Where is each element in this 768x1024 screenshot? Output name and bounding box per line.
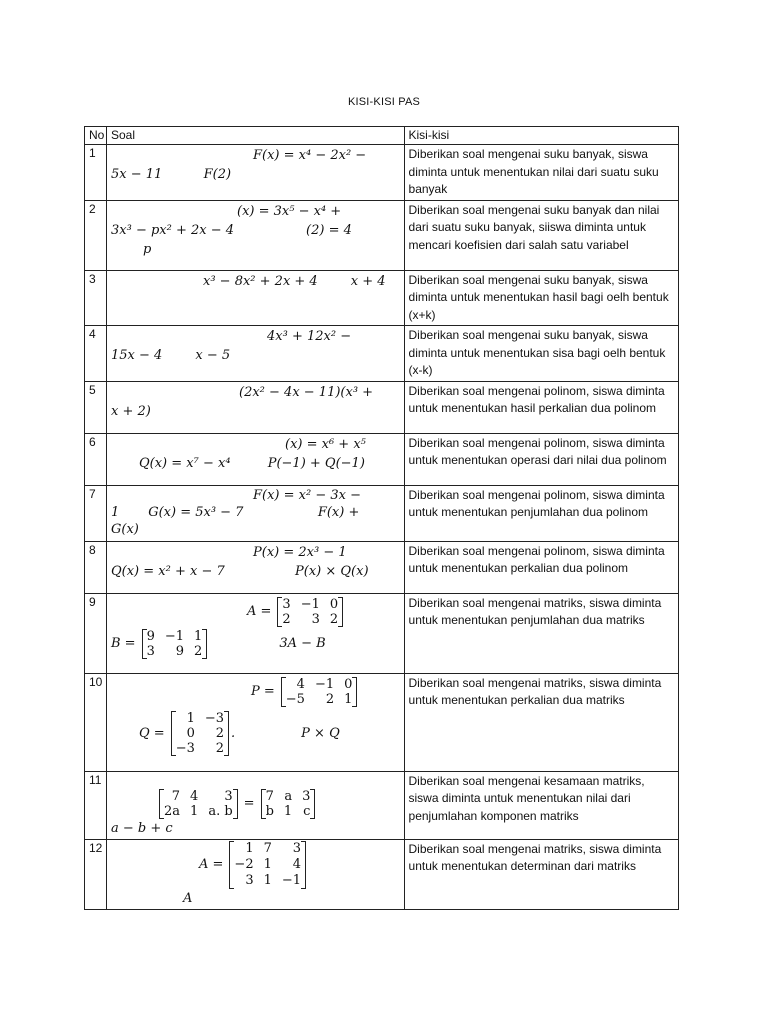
- matrix-cell: 3: [292, 840, 302, 856]
- matrix-cell: a: [284, 788, 293, 804]
- matrix-cell: −1: [281, 872, 302, 888]
- soal-line: Q(x) = x⁷ − x⁴ P(−1) + Q(−1): [139, 455, 365, 471]
- matrix-a: [229, 841, 306, 889]
- matrix-cell: 7: [171, 788, 181, 804]
- matrix-q: [171, 711, 229, 756]
- soal-line: 15x − 4 x − 5: [111, 348, 231, 363]
- matrix-cell: −2: [234, 856, 254, 872]
- soal-line: P(x) = 2x³ − 1: [253, 544, 347, 560]
- soal-expression: 3A − B: [279, 636, 326, 651]
- matrix-cell: 3: [224, 788, 233, 804]
- matrix-cell: 4: [296, 676, 305, 692]
- kisi-cell: Diberikan soal mengenai suku banyak, siswa diminta untuk menentukan nilai dari suatu suku banyak: [404, 145, 678, 201]
- matrix-cell: 3: [302, 788, 311, 804]
- matrix-cell: a. b: [208, 803, 233, 819]
- matrix-label: A =: [247, 604, 272, 619]
- table-row: [85, 433, 679, 485]
- matrix-cell: 4: [190, 788, 199, 804]
- matrix-cell: 3: [146, 643, 155, 659]
- matrix-cell: 2: [282, 611, 291, 627]
- matrix-cell: −5: [285, 691, 305, 707]
- matrix-cell: 1: [263, 872, 272, 888]
- matrix-cell: −1: [300, 596, 320, 612]
- soal-line: (x) = x⁶ + x⁵: [285, 436, 366, 452]
- table-row: [85, 145, 679, 201]
- matrix-cell: 3: [245, 872, 254, 888]
- soal-cell: [107, 200, 405, 270]
- soal-line: (2x² − 4x − 11)(x³ +: [239, 384, 374, 400]
- matrix-label: B =: [111, 636, 136, 651]
- kisi-cell: Diberikan soal mengenai polinom, siswa diminta untuk menentukan hasil perkalian dua polinom: [404, 381, 678, 433]
- matrix-cell: 9: [175, 643, 185, 659]
- matrix-cell: −1: [164, 628, 185, 644]
- soal-cell: [107, 381, 405, 433]
- matrix-cell: 2: [194, 643, 203, 659]
- kisi-cell: Diberikan soal mengenai suku banyak dan nilai dari suatu suku banyak, siiswa diminta untuk mencari koefisien dari salah satu variabel: [404, 200, 678, 270]
- matrix-cell: 7: [263, 840, 272, 856]
- soal-cell: [107, 771, 405, 839]
- kisi-cell: Diberikan soal mengenai kesamaan matriks, siswa diminta untuk menentukan nilai dari penjumlahan komponen matriks: [404, 771, 678, 839]
- soal-cell: [107, 593, 405, 673]
- kisi-cell: Diberikan soal mengenai suku banyak, siswa diminta untuk menentukan sisa bagi oelh bentuk (x-k): [404, 326, 678, 382]
- soal-line: p: [143, 241, 152, 257]
- matrix-cell: 1: [186, 710, 195, 726]
- matrix-cell: 0: [329, 596, 339, 612]
- soal-line: G(x): [111, 521, 139, 537]
- soal-line: F(x) = x⁴ − 2x² −: [253, 148, 367, 163]
- soal-line: x + 2): [111, 403, 151, 419]
- table-row: [85, 593, 679, 673]
- kisi-cell: Diberikan soal mengenai suku banyak, siswa diminta untuk menentukan hasil bagi oelh bentuk (x+k): [404, 270, 678, 326]
- equals-sign: =: [243, 796, 255, 811]
- matrix-cell: 2: [215, 740, 225, 756]
- soal-expression: P × Q: [301, 725, 340, 741]
- matrix-p: [281, 677, 358, 707]
- soal-cell: [107, 270, 405, 326]
- matrix-cell: −3: [175, 740, 195, 756]
- page-title: KISI-KISI PAS: [347, 96, 421, 108]
- soal-line: (2) = 4: [306, 222, 352, 238]
- table-row: [85, 541, 679, 593]
- table-row: [85, 839, 679, 909]
- soal-line: Q(x) = x² + x − 7 P(x) × Q(x): [111, 563, 369, 579]
- matrix-cell: 3: [282, 596, 291, 612]
- matrix-cell: b: [265, 803, 274, 819]
- table-row: [85, 326, 679, 382]
- soal-cell: [107, 541, 405, 593]
- matrix-cell: 1: [245, 840, 254, 856]
- soal-punct: .: [231, 725, 236, 741]
- matrix-cell: 1: [283, 803, 293, 819]
- header-row: [85, 127, 679, 145]
- matrix-cell: 3: [311, 611, 320, 627]
- soal-line: 4x³ + 12x² −: [267, 329, 352, 344]
- row-number: 5: [85, 381, 107, 433]
- row-number: 1: [85, 145, 107, 201]
- soal-line: 3x³ − px² + 2x − 4: [111, 222, 235, 238]
- table-row: [85, 381, 679, 433]
- table-row: [85, 485, 679, 541]
- matrix-cell: c: [303, 803, 311, 819]
- table-row: [85, 673, 679, 771]
- table-row: [85, 200, 679, 270]
- matrix-label: Q =: [139, 725, 165, 741]
- row-number: 12: [85, 839, 107, 909]
- table-row: [85, 771, 679, 839]
- matrix-cell: 1: [263, 856, 272, 872]
- row-number: 2: [85, 200, 107, 270]
- matrix-cell: 4: [292, 856, 302, 872]
- kisi-kisi-table: [84, 126, 679, 910]
- row-number: 7: [85, 485, 107, 541]
- matrix-cell: 0: [186, 725, 195, 741]
- row-number: 8: [85, 541, 107, 593]
- matrix-label: P =: [251, 684, 275, 699]
- matrix-cell: 2: [325, 691, 335, 707]
- kisi-cell: Diberikan soal mengenai polinom, siswa diminta untuk menentukan operasi dari nilai dua polinom: [404, 433, 678, 485]
- soal-cell: [107, 485, 405, 541]
- matrix-cell: 9: [146, 628, 155, 644]
- matrix-cell: 2: [215, 725, 225, 741]
- matrix-right: [261, 789, 316, 819]
- kisi-cell: Diberikan soal mengenai polinom, siswa diminta untuk menentukan perkalian dua polinom: [404, 541, 678, 593]
- row-number: 4: [85, 326, 107, 382]
- soal-cell: [107, 145, 405, 201]
- matrix-cell: −1: [314, 676, 335, 692]
- row-number: 11: [85, 771, 107, 839]
- matrix-cell: −3: [204, 710, 225, 726]
- matrix-cell: 2: [329, 611, 339, 627]
- soal-cell: [107, 839, 405, 909]
- header-kisi: Kisi-kisi: [404, 127, 678, 145]
- row-number: 9: [85, 593, 107, 673]
- kisi-cell: Diberikan soal mengenai matriks, siswa diminta untuk menentukan determinan dari matriks: [404, 839, 678, 909]
- kisi-cell: Diberikan soal mengenai matriks, siswa diminta untuk menentukan penjumlahan dua matriks: [404, 593, 678, 673]
- soal-cell: [107, 326, 405, 382]
- matrix-label: A =: [199, 857, 224, 872]
- soal-line: F(x) = x² − 3x −: [253, 487, 361, 503]
- matrix-cell: 1: [344, 691, 353, 707]
- matrix-cell: 2a: [164, 803, 181, 819]
- row-number: 6: [85, 433, 107, 485]
- soal-expression: a − b + c: [111, 820, 173, 836]
- table-row: [85, 270, 679, 326]
- header-soal: Soal: [107, 127, 405, 145]
- header-no: No: [85, 127, 107, 145]
- matrix-left: [159, 789, 238, 819]
- matrix-cell: 7: [265, 788, 274, 804]
- row-number: 10: [85, 673, 107, 771]
- soal-line: (x) = 3x⁵ − x⁴ +: [237, 203, 342, 219]
- row-number: 3: [85, 270, 107, 326]
- kisi-cell: Diberikan soal mengenai matriks, siswa diminta untuk menentukan perkalian dua matriks: [404, 673, 678, 771]
- kisi-cell: Diberikan soal mengenai polinom, siswa diminta untuk menentukan penjumlahan dua polinom: [404, 485, 678, 541]
- matrix-a: [277, 597, 343, 627]
- soal-cell: [107, 673, 405, 771]
- soal-line: 1 G(x) = 5x³ − 7 F(x) +: [111, 504, 360, 520]
- matrix-cell: 1: [194, 628, 203, 644]
- soal-line: x³ − 8x² + 2x + 4 x + 4: [203, 273, 386, 289]
- soal-expression: A: [183, 890, 193, 906]
- matrix-cell: 1: [190, 803, 199, 819]
- soal-line: 5x − 11 F(2): [111, 167, 232, 182]
- soal-cell: [107, 433, 405, 485]
- matrix-b: [142, 629, 208, 659]
- matrix-cell: 0: [344, 676, 353, 692]
